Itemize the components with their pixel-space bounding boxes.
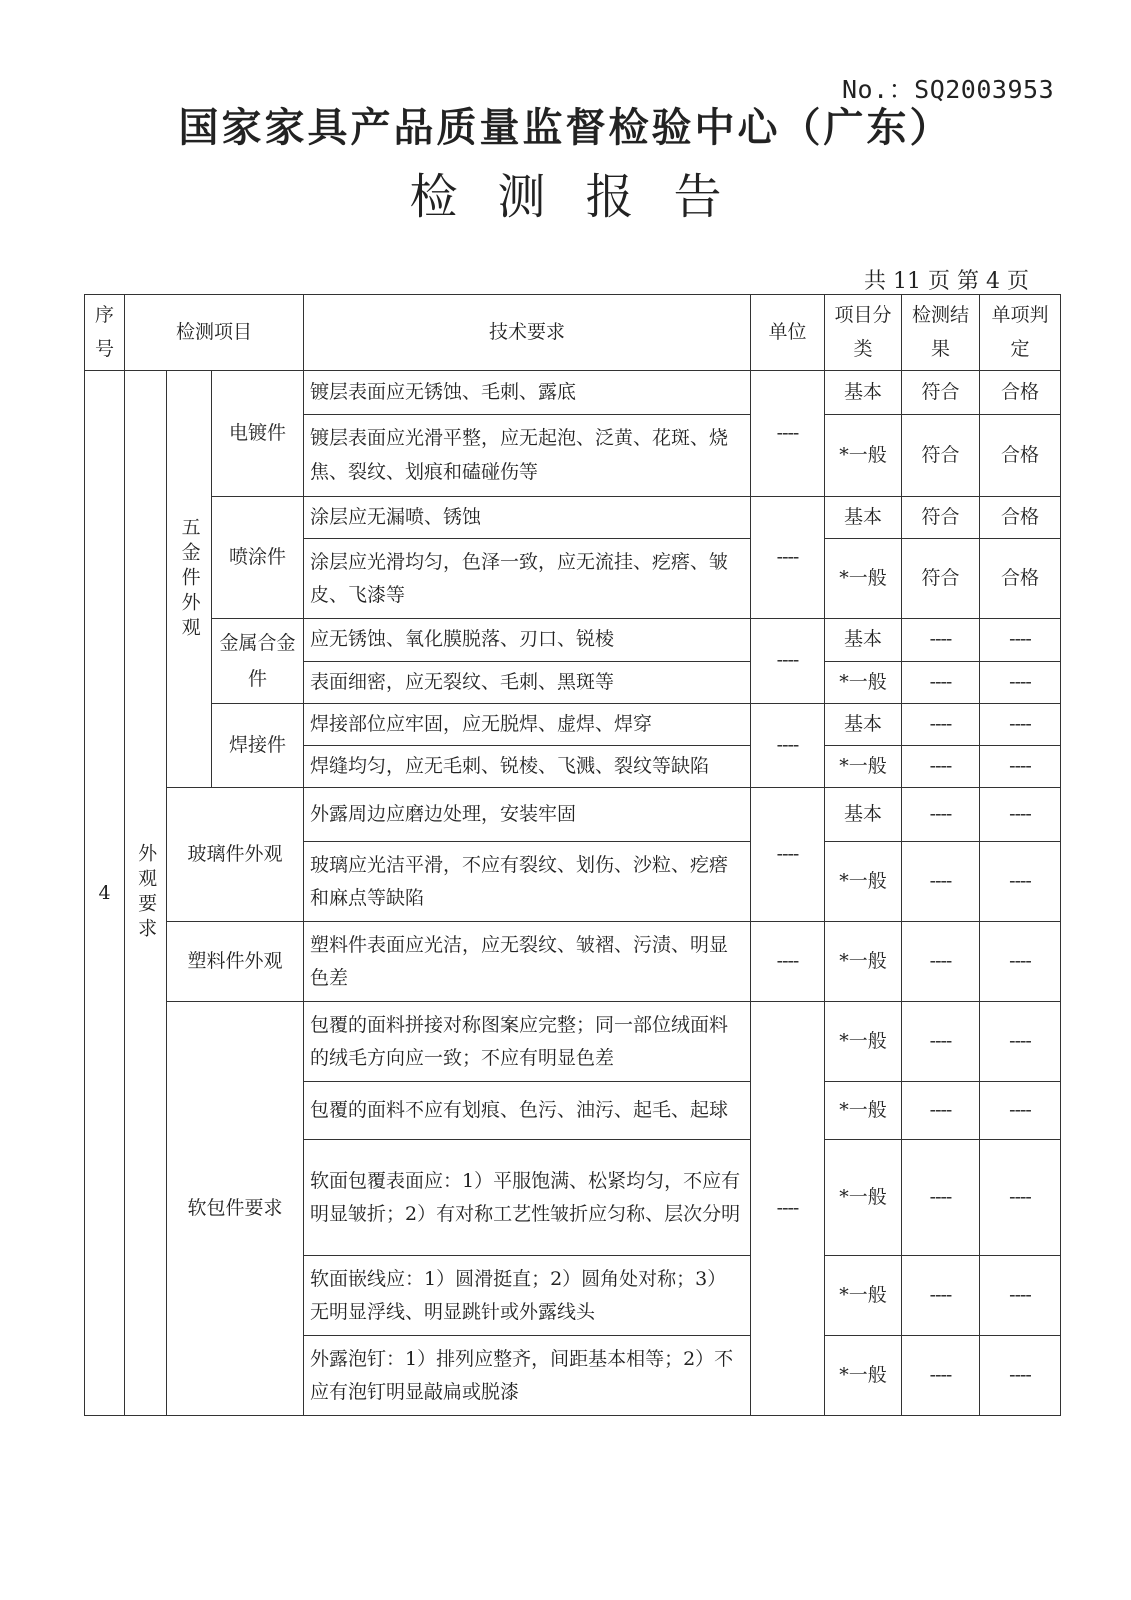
category-cell: *一般 [825,661,902,703]
requirement-cell: 镀层表面应无锈蚀、毛刺、露底 [304,371,751,415]
result-cell: ---- [902,661,980,703]
table-row [85,1002,1061,1082]
judgement-cell: 合格 [980,371,1061,415]
category-cell: 基本 [825,371,902,415]
judgement-cell: ---- [980,1256,1061,1336]
page-info: 共 11 页 第 4 页 [864,269,1029,294]
plastic-label: 塑料件外观 [167,922,304,1002]
unit-cell: ---- [751,619,825,704]
judgement-cell: 合格 [980,415,1061,497]
header-result: 检测结果 [902,295,980,371]
result-cell: 符合 [902,415,980,497]
table-row [85,371,1061,415]
category-cell: 基本 [825,703,902,745]
requirement-cell: 玻璃应光洁平滑，不应有裂纹、划伤、沙粒、疙瘩和麻点等缺陷 [304,842,751,922]
judgement-cell: ---- [980,788,1061,842]
category-cell: *一般 [825,842,902,922]
table-row [85,497,1061,539]
header-item: 检测项目 [125,295,304,371]
result-cell: ---- [902,842,980,922]
judgement-cell: ---- [980,1082,1061,1140]
requirement-cell: 焊接部位应牢固，应无脱焊、虚焊、焊穿 [304,703,751,745]
header-seq: 序号 [85,295,125,371]
header-unit: 单位 [751,295,825,371]
table-row [85,788,1061,842]
category-cell: 基本 [825,788,902,842]
table-row [85,619,1061,661]
requirement-cell: 包覆的面料拼接对称图案应完整；同一部位绒面料的绒毛方向应一致；不应有明显色差 [304,1002,751,1082]
judgement-cell: 合格 [980,539,1061,619]
result-cell: 符合 [902,497,980,539]
result-cell: ---- [902,788,980,842]
unit-cell: ---- [751,788,825,922]
judgement-cell: ---- [980,703,1061,745]
seq-cell: 4 [85,371,125,1416]
result-cell: ---- [902,922,980,1002]
hardware-group-cell: 五金件外观 [167,371,212,788]
result-cell: ---- [902,1140,980,1256]
judgement-cell: ---- [980,661,1061,703]
requirement-cell: 涂层应无漏喷、锈蚀 [304,497,751,539]
requirement-cell: 外露泡钉：1）排列应整齐，间距基本相等；2）不应有泡钉明显敲扁或脱漆 [304,1336,751,1416]
spray-label: 喷涂件 [212,497,304,619]
table-row [85,703,1061,745]
category-cell: *一般 [825,1140,902,1256]
alloy-label: 金属合金件 [212,619,304,704]
judgement-cell: ---- [980,842,1061,922]
soft-label: 软包件要求 [167,1002,304,1416]
category-cell: *一般 [825,1336,902,1416]
requirement-cell: 焊缝均匀，应无毛刺、锐棱、飞溅、裂纹等缺陷 [304,746,751,788]
requirement-cell: 塑料件表面应光洁，应无裂纹、皱褶、污渍、明显色差 [304,922,751,1002]
category-cell: *一般 [825,1256,902,1336]
judgement-cell: ---- [980,922,1061,1002]
judgement-cell: 合格 [980,497,1061,539]
unit-cell: ---- [751,1002,825,1416]
requirement-cell: 包覆的面料不应有划痕、色污、油污、起毛、起球 [304,1082,751,1140]
category-cell: *一般 [825,1002,902,1082]
header-category: 项目分类 [825,295,902,371]
group-cell: 外观要求 [125,371,167,1416]
requirement-cell: 软面嵌线应：1）圆滑挺直；2）圆角处对称；3）无明显浮线、明显跳针或外露线头 [304,1256,751,1336]
inspection-table [84,294,1061,1416]
requirement-cell: 镀层表面应光滑平整，应无起泡、泛黄、花斑、烧焦、裂纹、划痕和磕碰伤等 [304,415,751,497]
result-cell: ---- [902,746,980,788]
unit-cell: ---- [751,703,825,788]
category-cell: 基本 [825,497,902,539]
requirement-cell: 软面包覆表面应：1）平服饱满、松紧均匀，不应有明显皱折；2）有对称工艺性皱折应匀称、层次分明 [304,1140,751,1256]
unit-cell: ---- [751,922,825,1002]
category-cell: *一般 [825,922,902,1002]
result-cell: ---- [902,619,980,661]
table-row [85,922,1061,1002]
result-cell: 符合 [902,539,980,619]
glass-label: 玻璃件外观 [167,788,304,922]
category-cell: *一般 [825,539,902,619]
category-cell: *一般 [825,1082,902,1140]
result-cell: ---- [902,1002,980,1082]
requirement-cell: 表面细密，应无裂纹、毛刺、黑斑等 [304,661,751,703]
electroplate-label: 电镀件 [212,371,304,497]
judgement-cell: ---- [980,1002,1061,1082]
header-requirement: 技术要求 [304,295,751,371]
result-cell: ---- [902,1256,980,1336]
result-cell: ---- [902,1336,980,1416]
requirement-cell: 外露周边应磨边处理，安装牢固 [304,788,751,842]
judgement-cell: ---- [980,619,1061,661]
report-number: No.：SQ2003953 [842,75,1055,104]
organization-title: 国家家具产品质量监督检验中心（广东） [178,104,953,151]
category-cell: 基本 [825,619,902,661]
result-cell: ---- [902,703,980,745]
unit-cell: ---- [751,371,825,497]
unit-cell: ---- [751,497,825,619]
category-cell: *一般 [825,746,902,788]
requirement-cell: 应无锈蚀、氧化膜脱落、刃口、锐棱 [304,619,751,661]
header-judgement: 单项判定 [980,295,1061,371]
result-cell: 符合 [902,371,980,415]
judgement-cell: ---- [980,1140,1061,1256]
judgement-cell: ---- [980,746,1061,788]
result-cell: ---- [902,1082,980,1140]
table-header-row [85,295,1061,371]
category-cell: *一般 [825,415,902,497]
requirement-cell: 涂层应光滑均匀，色泽一致，应无流挂、疙瘩、皱皮、飞漆等 [304,539,751,619]
judgement-cell: ---- [980,1336,1061,1416]
report-title: 检测报告 [409,169,762,225]
weld-label: 焊接件 [212,703,304,788]
